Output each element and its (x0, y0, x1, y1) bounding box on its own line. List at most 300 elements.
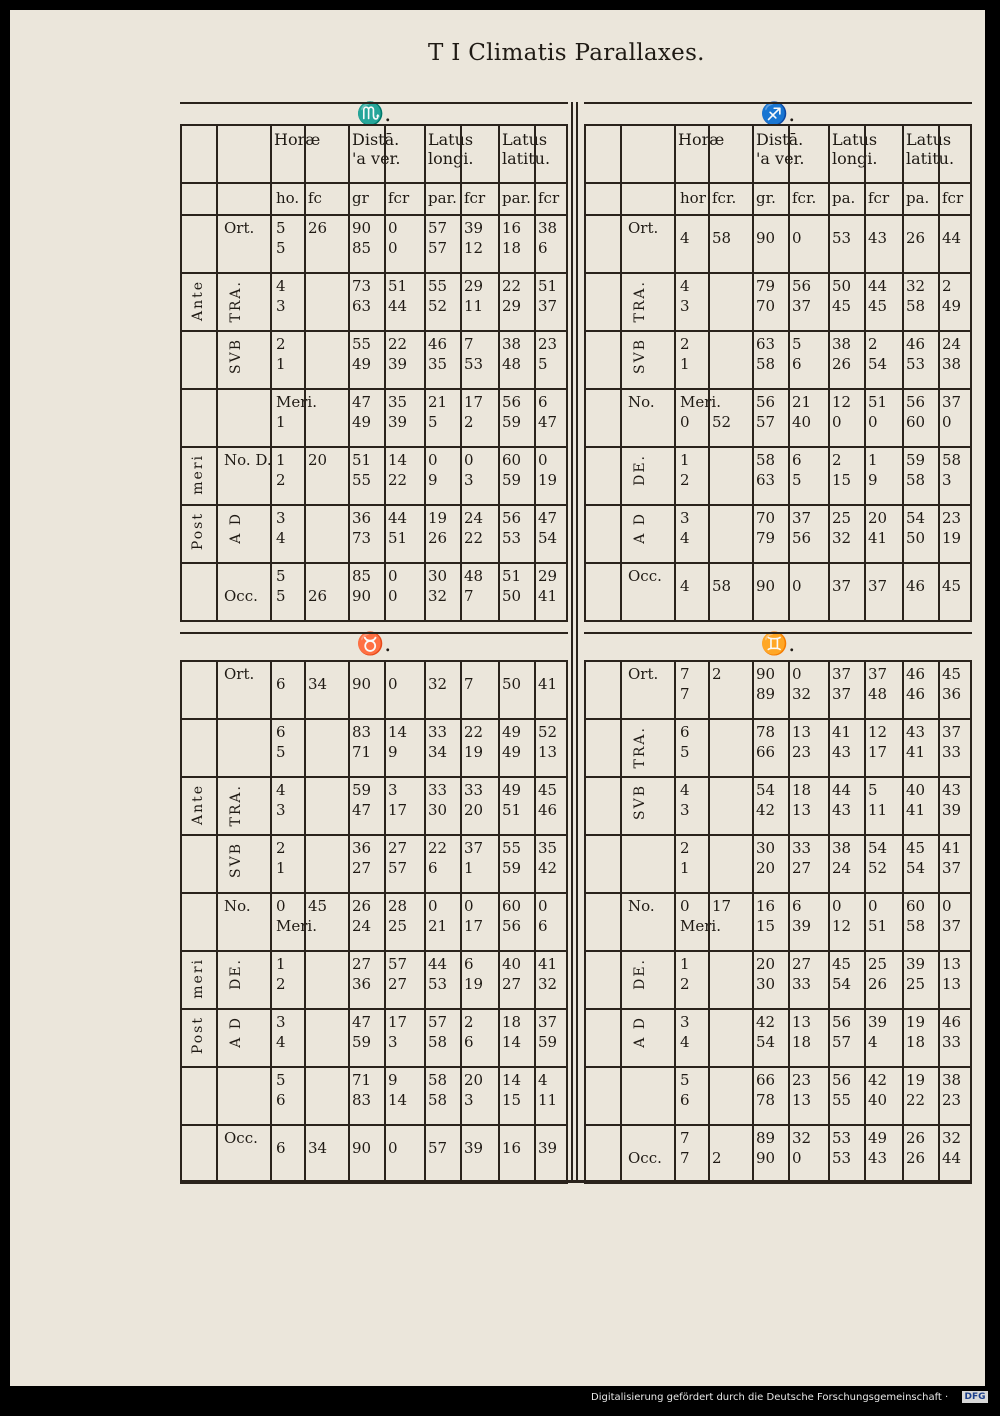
table-cell: 6 (464, 1033, 474, 1051)
table-cell: 58 (428, 1091, 448, 1109)
unit-label: fcr. (792, 189, 817, 207)
table-cell: 37 (464, 839, 484, 857)
table-cell: 4 (276, 1033, 286, 1051)
table-cell: 32 (428, 675, 448, 693)
table-cell: 3 (680, 509, 690, 527)
table-cell: 53 (906, 355, 926, 373)
table-cell: 40 (792, 413, 812, 431)
table-cell: 90 (756, 577, 776, 595)
table-cell: 1 (680, 955, 690, 973)
table-cell: 49 (502, 781, 522, 799)
table-cell: 35 (428, 355, 448, 373)
table-cell: 44 (868, 277, 888, 295)
table-cell: 56 (502, 509, 522, 527)
table-cell: 58 (906, 297, 926, 315)
table-cell: 30 (428, 801, 448, 819)
table-cell: 4 (680, 577, 690, 595)
row-group-label: Ante (190, 280, 206, 322)
column-rule (498, 660, 500, 1182)
table-cell: 13 (942, 975, 962, 993)
table-cell: 16 (756, 897, 776, 915)
table-cell: 37 (832, 577, 852, 595)
sign-rule (180, 632, 568, 634)
table-cell: 6 (276, 1139, 286, 1157)
table-cell: 29 (538, 567, 558, 585)
table-cell: 37 (538, 1013, 558, 1031)
table-cell: 46 (538, 801, 558, 819)
table-cell: 13 (792, 1091, 812, 1109)
table-cell: 41 (868, 529, 888, 547)
table-cell: 1 (680, 451, 690, 469)
unit-label: fcr (538, 189, 560, 207)
table-cell: 6 (792, 451, 802, 469)
zodiac-sign-heading: ♐. (760, 102, 796, 127)
table-cell: 0 (942, 897, 952, 915)
column-header: Distā. 'a ver. (352, 130, 401, 168)
table-cell: 50 (502, 675, 522, 693)
table-cell: 1 (276, 413, 286, 431)
table-cell: 3 (680, 801, 690, 819)
table-cell: 23 (942, 1091, 962, 1109)
table-cell: 60 (906, 897, 926, 915)
table-cell: 1 (276, 955, 286, 973)
table-cell: 20 (308, 451, 328, 469)
row-side-label: DE. (632, 454, 648, 486)
column-rule (708, 660, 710, 1182)
unit-label: fcr (464, 189, 486, 207)
row-rule (584, 1008, 972, 1010)
table-cell: 3 (276, 297, 286, 315)
table-cell: 23 (942, 509, 962, 527)
table-cell: 2 (276, 839, 286, 857)
table-cell: 6 (538, 393, 548, 411)
table-cell: 41 (538, 675, 558, 693)
table-cell: 22 (388, 471, 408, 489)
table-cell: 5 (792, 471, 802, 489)
row-group-label: meri (190, 454, 206, 495)
column-rule (752, 660, 754, 1182)
table-cell: 6 (680, 1091, 690, 1109)
table-cell: 25 (906, 975, 926, 993)
row-side-label: A D (228, 512, 244, 544)
table-cell: 56 (832, 1013, 852, 1031)
table-cell: 63 (352, 297, 372, 315)
row-side-label: Ort. (224, 665, 255, 683)
table-cell: 54 (832, 975, 852, 993)
table-cell: 1 (680, 859, 690, 877)
table-cell: 27 (502, 975, 522, 993)
table-cell: 13 (538, 743, 558, 761)
table-cell: 13 (792, 723, 812, 741)
table-cell: 38 (832, 839, 852, 857)
table-cell: 0 (792, 229, 802, 247)
table-cell: 0 (792, 665, 802, 683)
row-side-label: DE. (228, 958, 244, 990)
table-cell: 2 (680, 839, 690, 857)
row-group-label: meri (190, 958, 206, 999)
table-cell: 12 (832, 393, 852, 411)
row-side-label: Ort. (224, 219, 255, 237)
table-cell: 44 (388, 297, 408, 315)
row-side-label: TRA. (228, 280, 244, 323)
table-cell: 37 (792, 297, 812, 315)
table-cell: 6 (276, 675, 286, 693)
table-cell: 19 (428, 509, 448, 527)
unit-label: fcr (388, 189, 410, 207)
table-cell: 54 (906, 509, 926, 527)
unit-label: par. (428, 189, 457, 207)
column-rule (304, 660, 306, 1182)
table-cell: 46 (906, 335, 926, 353)
row-rule (180, 660, 568, 662)
table-cell: 22 (388, 335, 408, 353)
table-cell: 53 (832, 229, 852, 247)
unit-label: pa. (832, 189, 856, 207)
column-header: Latus latitu. (906, 130, 955, 168)
table-cell: 4 (276, 781, 286, 799)
table-cell: 2 (464, 1013, 474, 1031)
table-half-left (180, 102, 568, 1182)
column-rule (788, 660, 790, 1182)
table-cell: 0 (388, 675, 398, 693)
table-cell: 3 (388, 781, 398, 799)
table-cell: 39 (868, 1013, 888, 1031)
table-cell: 50 (502, 587, 522, 605)
table-cell: 42 (868, 1071, 888, 1089)
table-cell: 53 (832, 1129, 852, 1147)
table-cell: 58 (428, 1071, 448, 1089)
table-cell: 54 (538, 529, 558, 547)
table-cell: 41 (538, 955, 558, 973)
table-cell: 33 (792, 975, 812, 993)
table-cell: 70 (756, 297, 776, 315)
table-cell: 0 (464, 451, 474, 469)
table-cell: 49 (352, 413, 372, 431)
table-cell: 89 (756, 685, 776, 703)
table-cell: 15 (502, 1091, 522, 1109)
row-side-label: SVB (228, 338, 244, 374)
column-rule (216, 660, 218, 1182)
table-cell: 0 (388, 567, 398, 585)
table-cell: 85 (352, 239, 372, 257)
table-cell: 58 (942, 451, 962, 469)
table-cell: 45 (832, 955, 852, 973)
row-rule (180, 1008, 568, 1010)
unit-label: fcr (942, 189, 964, 207)
table-cell: 44 (942, 229, 962, 247)
column-rule (620, 660, 622, 1182)
unit-label: fcr. (712, 189, 737, 207)
table-cell: 18 (502, 239, 522, 257)
table-cell: 39 (906, 955, 926, 973)
page-number: T I (428, 40, 461, 66)
table-cell: 14 (502, 1071, 522, 1089)
table-cell: 20 (868, 509, 888, 527)
table-cell: 44 (942, 1149, 962, 1167)
table-cell: 43 (942, 781, 962, 799)
table-cell: 5 (276, 239, 286, 257)
table-cell: 3 (680, 297, 690, 315)
table-cell: 54 (868, 839, 888, 857)
table-cell: 79 (756, 529, 776, 547)
table-cell: 57 (388, 859, 408, 877)
row-side-label: SVB (632, 784, 648, 820)
table-cell: 45 (308, 897, 328, 915)
row-side-label: SVB (632, 338, 648, 374)
table-cell: 26 (906, 1149, 926, 1167)
row-side-label: Ort. (628, 219, 659, 237)
table-cell: 55 (502, 839, 522, 857)
table-cell: 15 (832, 471, 852, 489)
column-rule (270, 660, 272, 1182)
table-cell: 28 (388, 897, 408, 915)
table-cell: 45 (832, 297, 852, 315)
table-cell: 63 (756, 335, 776, 353)
table-cell: 39 (538, 1139, 558, 1157)
table-cell: 36 (352, 509, 372, 527)
table-cell: 36 (352, 839, 372, 857)
table-cell: 57 (428, 219, 448, 237)
table-cell: 32 (428, 587, 448, 605)
table-cell: 11 (538, 1091, 558, 1109)
digitization-credit: Digitalisierung gefördert durch die Deutsche Forschungsgemeinschaft · (591, 1392, 949, 1403)
table-cell: 5 (680, 1071, 690, 1089)
table-cell: 19 (464, 743, 484, 761)
table-cell: 40 (906, 781, 926, 799)
row-rule (584, 718, 972, 720)
table-cell: 49 (942, 297, 962, 315)
row-side-label: Occ. (628, 567, 662, 585)
table-cell: 63 (756, 471, 776, 489)
table-cell: 32 (792, 685, 812, 703)
table-cell: 33 (464, 781, 484, 799)
table-cell: 19 (906, 1071, 926, 1089)
table-cell: 32 (942, 1129, 962, 1147)
table-cell: 32 (792, 1129, 812, 1147)
table-cell: 42 (538, 859, 558, 877)
table-cell: 23 (792, 743, 812, 761)
table-cell: 17 (388, 1013, 408, 1031)
table-cell: 45 (868, 297, 888, 315)
table-cell: 46 (906, 577, 926, 595)
table-cell: 4 (680, 277, 690, 295)
table-cell: 60 (906, 413, 926, 431)
table-cell: 2 (680, 335, 690, 353)
table-cell: Meri. (276, 393, 317, 411)
table-half-right (584, 102, 972, 1182)
table-cell: 78 (756, 723, 776, 741)
table-cell: 55 (832, 1091, 852, 1109)
table-cell: 4 (538, 1071, 548, 1089)
table-cell: 3 (464, 471, 474, 489)
table-cell: 0 (538, 451, 548, 469)
table-cell: 2 (712, 1149, 722, 1167)
unit-label: gr (352, 189, 369, 207)
table-cell: 70 (756, 509, 776, 527)
table-cell: 6 (428, 859, 438, 877)
table-cell: 33 (428, 723, 448, 741)
column-rule (566, 660, 568, 1182)
table-cell: 24 (464, 509, 484, 527)
table-cell: 0 (388, 587, 398, 605)
table-cell: 1 (276, 355, 286, 373)
table-cell: 52 (428, 297, 448, 315)
table-cell: 90 (352, 1139, 372, 1157)
column-header: Horæ (274, 130, 321, 149)
table-cell: 45 (942, 577, 962, 595)
table-cell: 2 (464, 413, 474, 431)
table-cell: 37 (792, 509, 812, 527)
table-cell: 33 (428, 781, 448, 799)
table-cell: 22 (906, 1091, 926, 1109)
table-cell: 52 (538, 723, 558, 741)
table-cell: 47 (352, 393, 372, 411)
table-cell: 24 (352, 917, 372, 935)
row-rule (584, 834, 972, 836)
row-rule (180, 1124, 568, 1126)
row-side-label: TRA. (632, 726, 648, 769)
table-cell: 26 (906, 1129, 926, 1147)
table-cell: 56 (792, 529, 812, 547)
table-cell: 90 (756, 665, 776, 683)
row-group-label: Ante (190, 784, 206, 826)
table-cell: 33 (942, 743, 962, 761)
table-cell: 4 (680, 529, 690, 547)
table-cell: 6 (792, 897, 802, 915)
table-cell: 19 (538, 471, 558, 489)
row-side-label: Ort. (628, 665, 659, 683)
table-cell: 11 (464, 297, 484, 315)
table-cell: 4 (868, 1033, 878, 1051)
table-cell: 5 (538, 355, 548, 373)
table-cell: 51 (388, 277, 408, 295)
table-cell: 60 (502, 451, 522, 469)
table-cell: 47 (352, 801, 372, 819)
table-cell: 17 (388, 801, 408, 819)
table-cell: 51 (868, 393, 888, 411)
table-cell: 56 (832, 1071, 852, 1089)
row-side-label: No. (224, 897, 251, 915)
table-cell: 5 (276, 743, 286, 761)
table-cell: 55 (352, 471, 372, 489)
table-cell: 11 (868, 801, 888, 819)
table-cell: 9 (868, 471, 878, 489)
table-cell: 2 (832, 451, 842, 469)
table-cell: 7 (680, 665, 690, 683)
table-cell: 13 (792, 1013, 812, 1031)
table-cell: 2 (868, 335, 878, 353)
table-cell: 3 (276, 509, 286, 527)
table-cell: 0 (942, 413, 952, 431)
table-cell: 51 (352, 451, 372, 469)
table-cell: 4 (276, 277, 286, 295)
column-header: Horæ (678, 130, 725, 149)
table-cell: 7 (680, 1149, 690, 1167)
table-cell: 18 (906, 1033, 926, 1051)
table-cell: 46 (942, 1013, 962, 1031)
row-rule (584, 1124, 972, 1126)
table-cell: 27 (388, 975, 408, 993)
table-cell: 20 (464, 1071, 484, 1089)
row-side-label: DE. (632, 958, 648, 990)
table-cell: 3 (464, 1091, 474, 1109)
column-rule (534, 660, 536, 1182)
table-cell: 14 (388, 723, 408, 741)
table-cell: 45 (906, 839, 926, 857)
table-cell: 57 (428, 239, 448, 257)
table-cell: 83 (352, 1091, 372, 1109)
table-cell: Meri. (680, 917, 721, 935)
table-cell: 0 (428, 897, 438, 915)
table-cell: 26 (308, 219, 328, 237)
table-cell: 0 (276, 897, 286, 915)
table-cell: 33 (792, 839, 812, 857)
table-cell: 36 (942, 685, 962, 703)
table-cell: 73 (352, 277, 372, 295)
table-cell: 5 (276, 587, 286, 605)
table-cell: 40 (868, 1091, 888, 1109)
table-cell: 60 (502, 897, 522, 915)
table-cell: 57 (428, 1013, 448, 1031)
table-cell: 0 (464, 897, 474, 915)
table-cell: 27 (352, 859, 372, 877)
table-cell: 51 (388, 529, 408, 547)
table-cell: 40 (502, 955, 522, 973)
table-cell: 83 (352, 723, 372, 741)
table-cell: 46 (906, 685, 926, 703)
table-cell: 53 (502, 529, 522, 547)
column-rule (384, 660, 386, 1182)
table-cell: 1 (276, 859, 286, 877)
table-cell: 56 (756, 393, 776, 411)
column-header: Latus latitu. (502, 130, 551, 168)
table-cell: 79 (756, 277, 776, 295)
table-cell: 85 (352, 567, 372, 585)
table-cell: 29 (464, 277, 484, 295)
table-cell: 22 (464, 723, 484, 741)
table-cell: 5 (428, 413, 438, 431)
table-cell: 37 (832, 665, 852, 683)
table-cell: 2 (276, 471, 286, 489)
column-rule (180, 660, 182, 1182)
table-cell: 0 (428, 451, 438, 469)
unit-label: hor (680, 189, 706, 207)
table-cell: 45 (942, 665, 962, 683)
table-cell: 56 (792, 277, 812, 295)
table-cell: 1 (868, 451, 878, 469)
table-cell: 34 (308, 1139, 328, 1157)
table-cell: 6 (538, 917, 548, 935)
table-cell: 5 (792, 335, 802, 353)
table-cell: 5 (868, 781, 878, 799)
row-side-label: A D (632, 512, 648, 544)
table-cell: 37 (942, 917, 962, 935)
dfg-logo: DFG (962, 1391, 988, 1403)
column-rule (864, 660, 866, 1182)
table-cell: 2 (276, 335, 286, 353)
table-cell: 12 (832, 917, 852, 935)
table-cell: 5 (276, 567, 286, 585)
table-cell: 0 (538, 897, 548, 915)
table-cell: 89 (756, 1129, 776, 1147)
column-header: Latus longi. (832, 130, 878, 168)
table-cell: 5 (276, 219, 286, 237)
table-cell: 39 (388, 355, 408, 373)
table-cell: 30 (428, 567, 448, 585)
table-cell: 52 (712, 413, 732, 431)
table-cell: 38 (502, 335, 522, 353)
table-cell: 59 (352, 781, 372, 799)
